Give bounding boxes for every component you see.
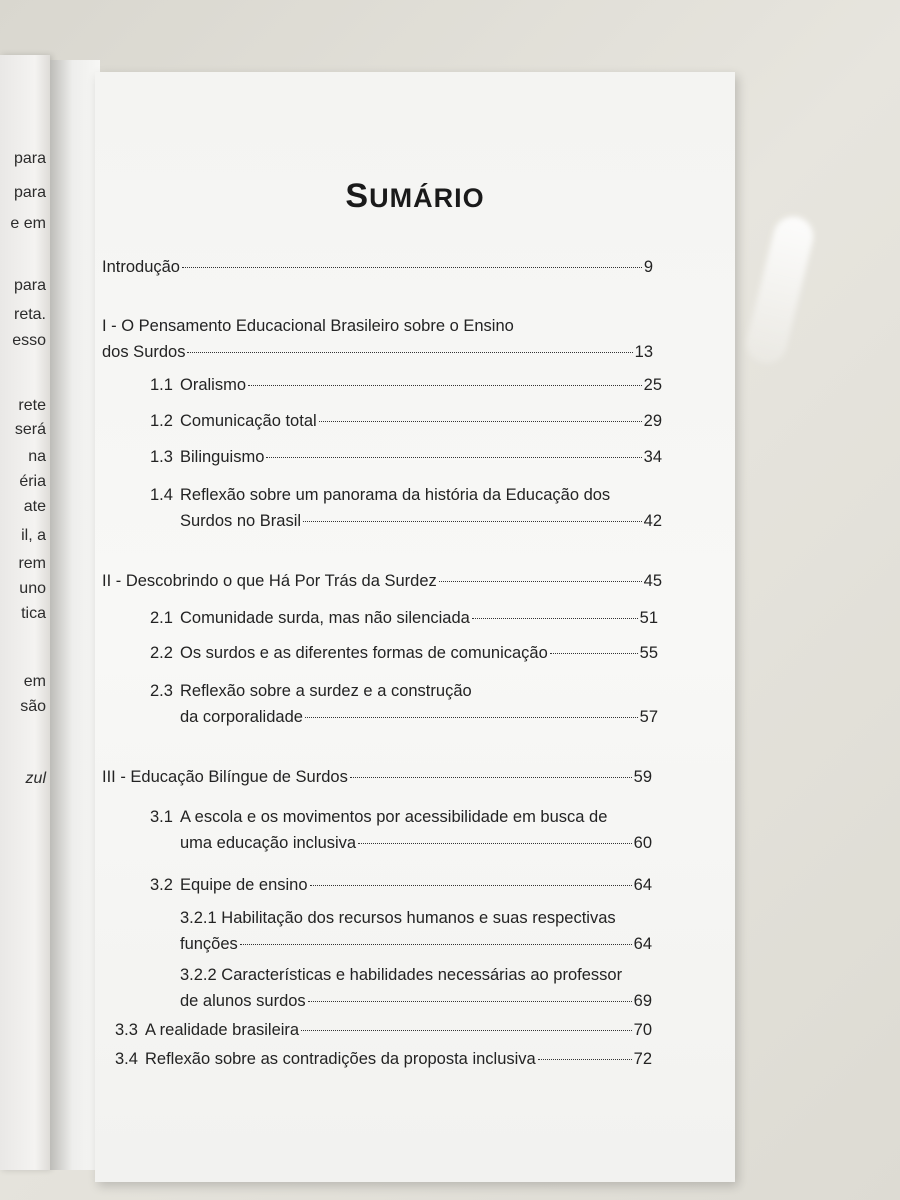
entry-text: Equipe de ensino [180,876,308,894]
entry-text-line1: Reflexão sobre a surdez e a construção [180,682,472,700]
left-page-text: rem [18,555,46,572]
entry-text-line1: I - O Pensamento Educacional Brasileiro sobre o Ensino [102,317,514,335]
left-page-text: rete [18,397,46,414]
entry-text: uma educação inclusiva [180,834,357,852]
entry-text: Reflexão sobre as contradições da proposta inclusiva [145,1050,536,1068]
entry-text: A realidade brasileira [145,1021,300,1039]
entry-text-line1: 3.2.1 Habilitação dos recursos humanos e suas respectivas [180,909,616,927]
entry-text-line1: A escola e os movimentos por acessibilidade em busca de [180,808,608,826]
entry-page: 72 [633,1050,652,1068]
toc-entry [102,313,653,365]
toc-entry [150,372,662,398]
entry-text: III - Educação Bilíngue de Surdos [102,768,348,786]
left-page-text: tica [21,605,46,622]
entry-text: Comunicação total [180,412,317,430]
entry-page: 60 [633,834,652,852]
left-page-text: ate [23,498,46,515]
toc-entry [150,408,662,434]
toc-entry [115,1017,652,1043]
entry-page: 55 [639,644,658,662]
entry-page: 51 [639,609,658,627]
entry-page: 45 [643,572,662,590]
entry-page: 29 [643,412,662,430]
entry-number: 2.2 [150,644,173,662]
toc-entry [102,764,652,790]
toc-entry [150,605,658,631]
left-page-text: para [13,277,46,294]
left-page-text: il, a [21,527,46,544]
left-page-text: para [13,150,46,167]
entry-page: 57 [639,708,658,726]
toc-entry [150,444,662,470]
entry-page: 13 [634,343,653,361]
toc-entry [150,482,662,534]
table-of-contents-page [95,72,735,1182]
toc-entry [102,568,662,594]
title-rest: UMÁRIO [369,183,485,213]
entry-text-line1: Reflexão sobre um panorama da história da Educação dos [180,486,611,504]
entry-number: 3.2 [150,876,173,894]
left-page-text: na [28,448,46,465]
entry-text: II - Descobrindo o que Há Por Trás da Surdez [102,572,437,590]
entry-text: Os surdos e as diferentes formas de comunicação [180,644,548,662]
entry-text: da corporalidade [180,708,303,726]
entry-text: dos Surdos [102,343,186,361]
entry-number: 2.1 [150,609,173,627]
entry-number: 1.4 [150,486,173,504]
entry-text: Bilinguismo [180,448,265,466]
entry-number: 3.1 [150,808,173,826]
entry-number: 2.3 [150,682,173,700]
toc-entry [150,804,652,856]
entry-number: 3.3 [115,1021,138,1039]
entry-page: 64 [633,876,652,894]
left-page [0,55,50,1170]
book-gutter [50,60,100,1170]
entry-number: 3.4 [115,1050,138,1068]
page-title [95,177,735,216]
entry-number: 1.3 [150,448,173,466]
toc-entry [180,905,652,957]
entry-page: 42 [643,512,662,530]
toc-entry [150,640,658,666]
toc-entry [150,678,658,730]
left-page-text: são [20,698,46,715]
left-page-text: em [23,673,46,690]
entry-page: 59 [633,768,652,786]
entry-page: 70 [633,1021,652,1039]
entry-text: Oralismo [180,376,247,394]
entry-text-line1: 3.2.2 Características e habilidades necessárias ao professor [180,966,623,984]
toc-entry [102,254,653,280]
left-page-text: será [14,421,46,438]
entry-text: Comunidade surda, mas não silenciada [180,609,470,627]
toc-entry [115,1046,652,1072]
entry-text: de alunos surdos [180,992,306,1010]
entry-text: Introdução [102,258,180,276]
title-initial: S [345,177,370,215]
entry-number: 1.1 [150,376,173,394]
left-page-text: esso [12,332,46,349]
entry-text: Surdos no Brasil [180,512,302,530]
left-page-text: para [13,184,46,201]
left-page-text: reta. [13,306,46,323]
entry-page: 69 [633,992,652,1010]
entry-page: 34 [643,448,662,466]
left-page-text: zul [25,770,46,787]
entry-page: 64 [633,935,652,953]
entry-page: 25 [643,376,662,394]
entry-text: funções [180,935,238,953]
toc-entry [180,962,652,1014]
entry-number: 1.2 [150,412,173,430]
left-page-text: uno [19,580,46,597]
toc-entry [150,872,652,898]
light-reflection [742,212,817,367]
left-page-text: e em [10,215,46,232]
entry-page: 9 [643,258,653,276]
left-page-text: éria [19,473,46,490]
